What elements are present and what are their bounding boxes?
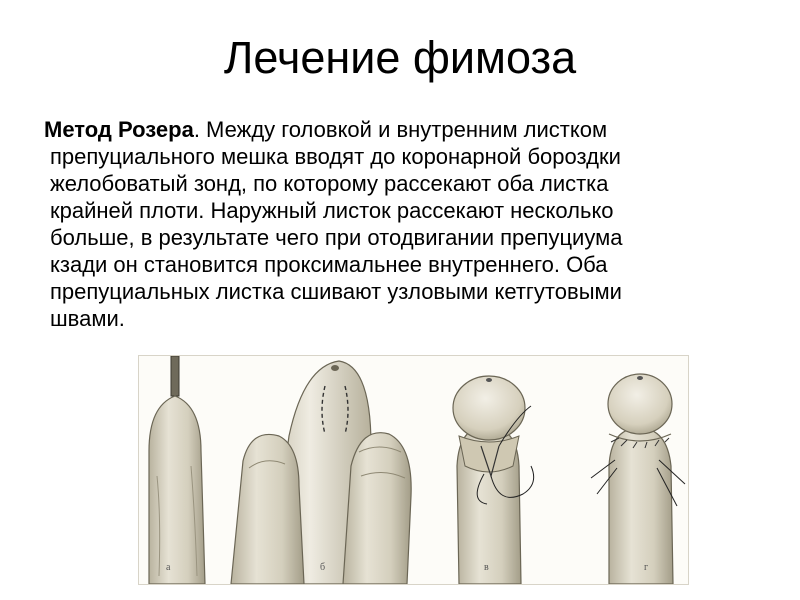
panel-label-a: а [166,562,171,573]
panel-label-c: в [484,562,489,573]
surgical-illustration [138,355,689,585]
description-line-7: препуциальных листка сшивают узловыми кетгутовыми [50,279,622,304]
description-line-3: желобоватый зонд, по которому рассекают оба листка [50,171,609,196]
panel-a-drawing [149,356,205,584]
description-line-8: швами. [50,306,125,331]
panel-d-drawing [591,374,685,584]
description-line-5: больше, в результате чего при отодвигании препуциума [50,225,623,250]
panel-b-drawing [231,361,411,584]
description-line-2: препуциального мешка вводят до коронарной бороздки [50,144,621,169]
description-line-1 [44,116,750,143]
panel-c-drawing [453,376,534,584]
description-line-6: кзади он становится проксимальнее внутреннего. Оба [50,252,608,277]
surgical-illustration-drawing [139,356,688,584]
method-description [44,116,750,332]
panel-label-b: б [320,562,326,573]
panel-label-d: г [644,562,649,573]
slide-title: Лечение фимоза [223,32,577,83]
description-line-4: крайней плоти. Наружный листок рассекают несколько [50,198,614,223]
description-line-1-text: . Между головкой и внутренним листком [193,117,608,142]
method-name: Метод Розера [44,117,194,142]
